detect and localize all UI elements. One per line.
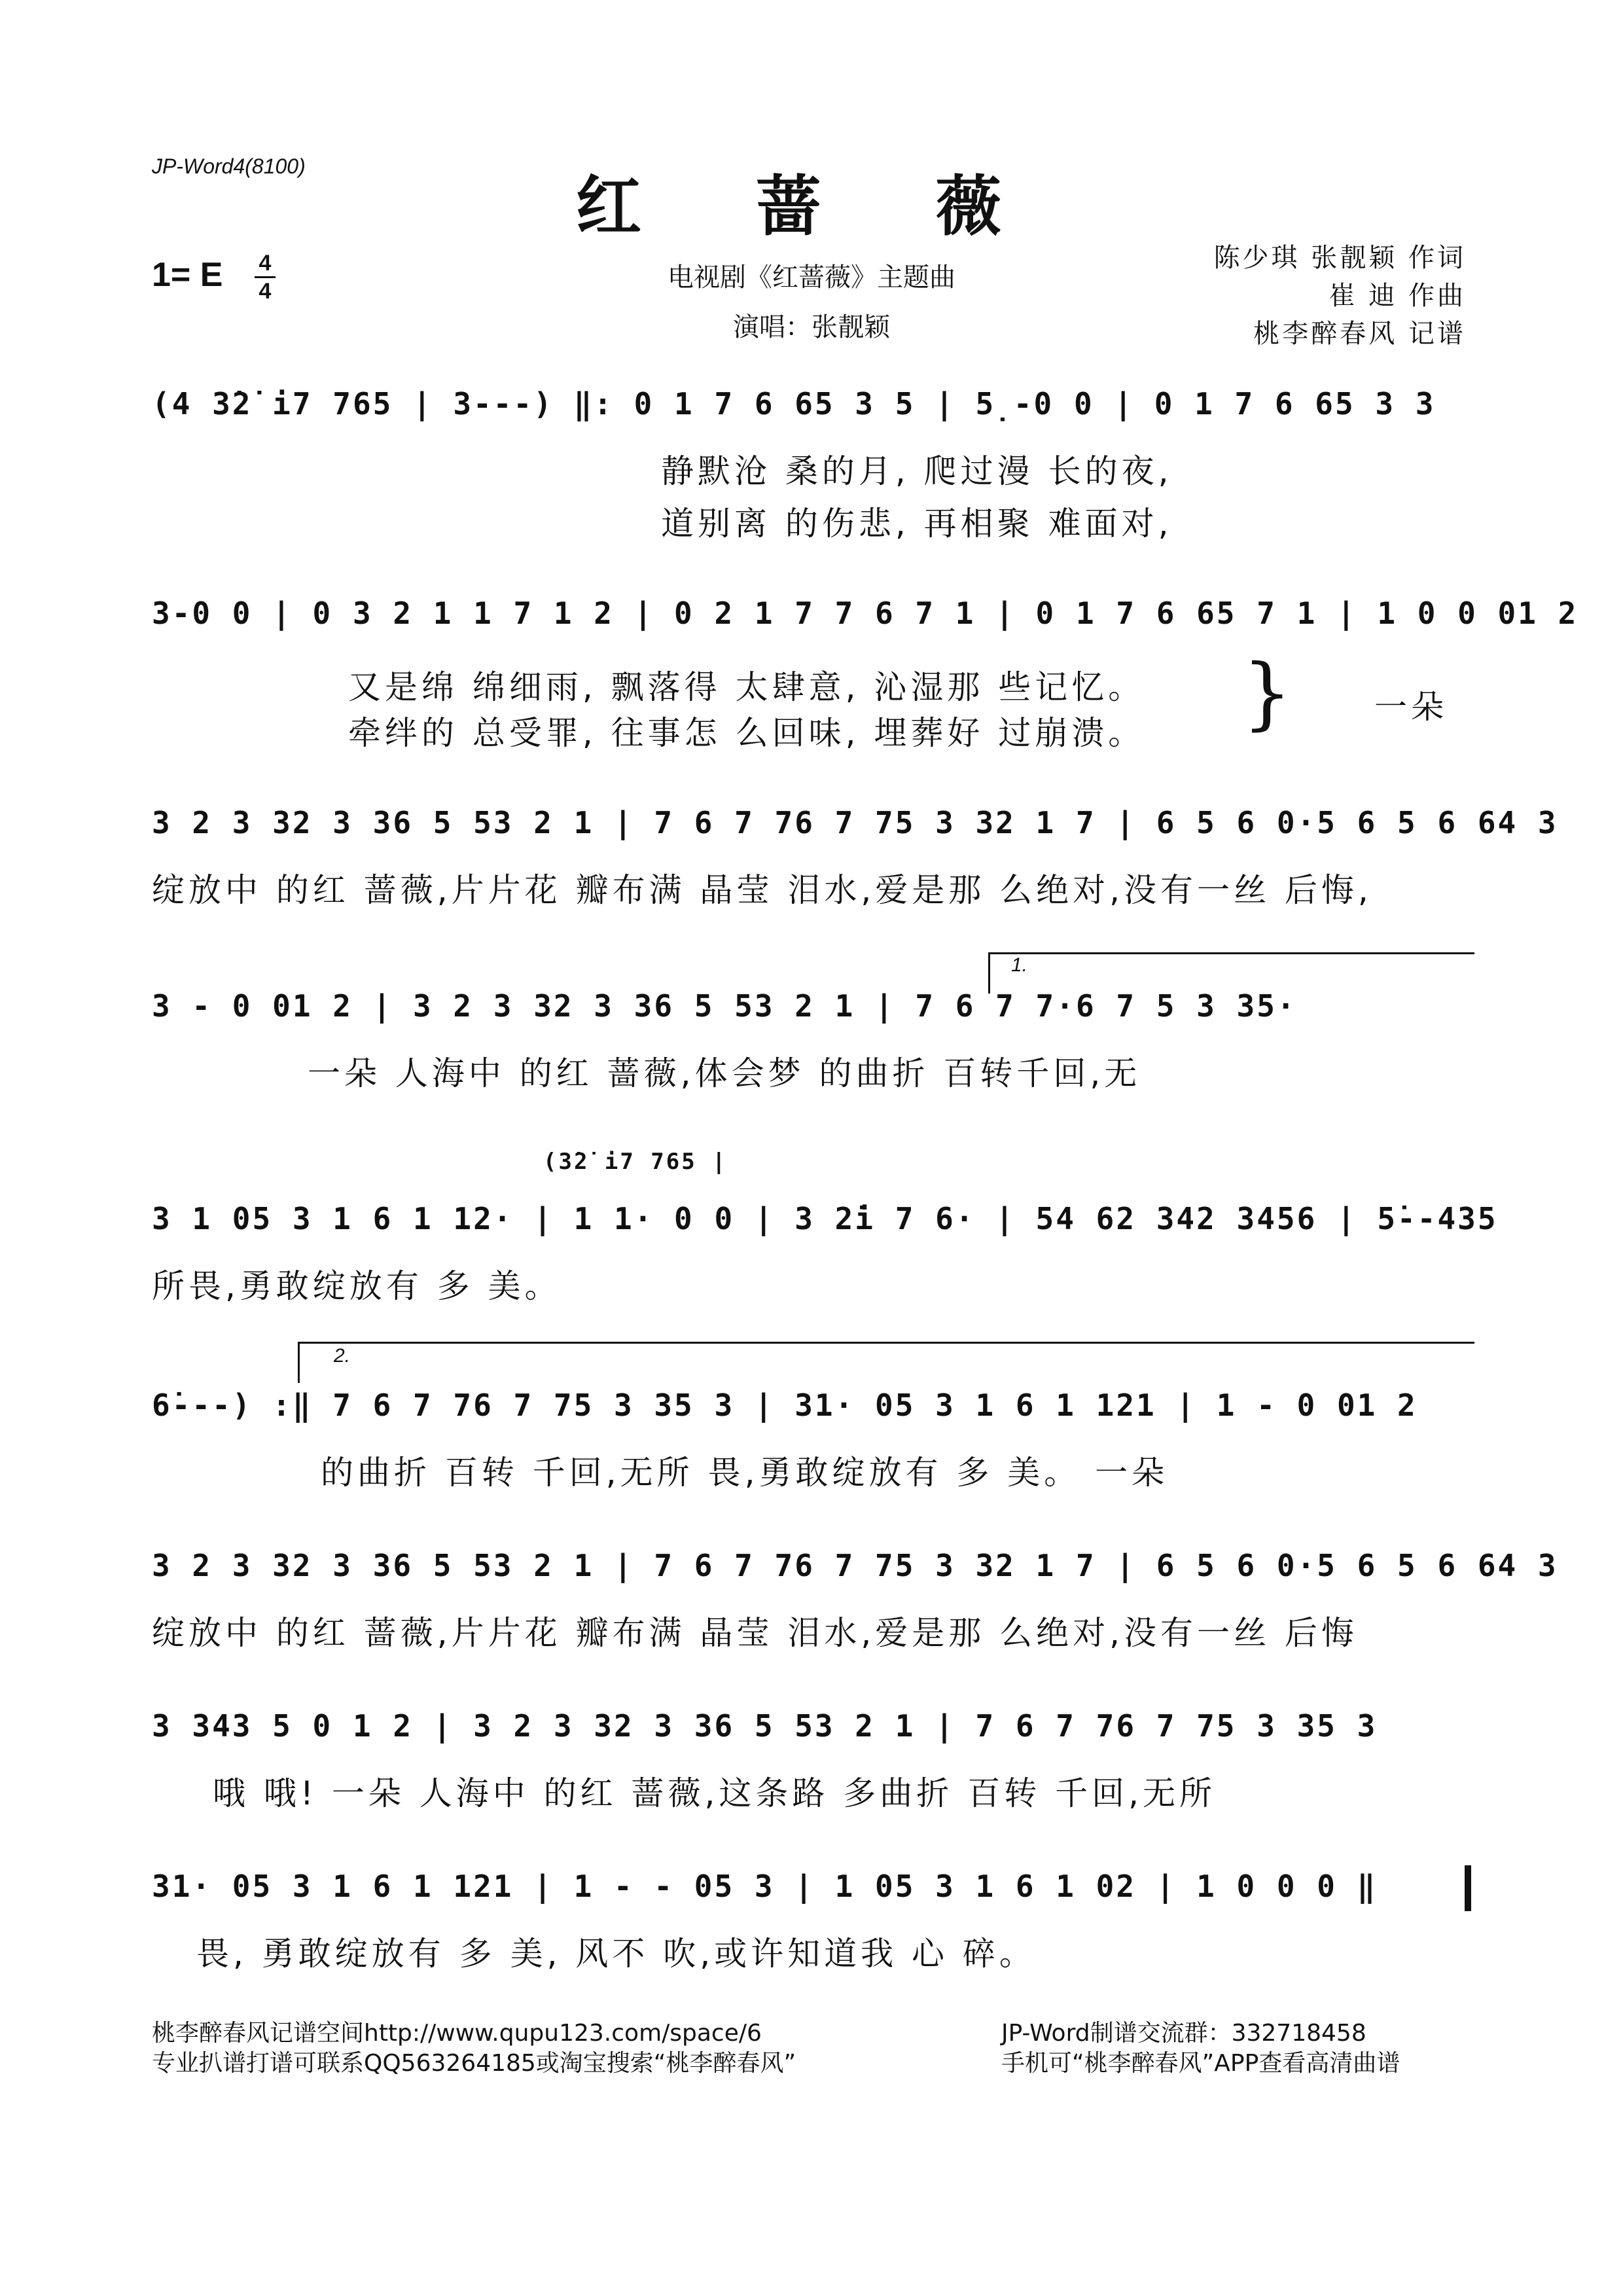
system-2-pickup-lyric: 一朵: [1374, 688, 1448, 726]
transcriber-credit: 桃李醉春风 记谱: [1253, 319, 1466, 349]
system-2-lyrics-1: 又是绵 绵细雨, 飘落得 太肆意, 沁湿那 些记忆。: [348, 668, 1145, 706]
system-7-notes: 3 2 3 32 3 36 5 53 2 1 | 7 6 7 76 7 75 3 32 1 7 | 6 5 6 0·5 6 5 6 64 3: [152, 1548, 1558, 1583]
footer-left-line-2: 专业扒谱打谱可联系QQ563264185或淘宝搜索“桃李醉春风”: [152, 2050, 796, 2077]
key-signature: 1= E: [152, 256, 223, 294]
system-2-notes: 3-0 0 | 0 3 2 1 1 7 1 2 | 0 2 1 7 7 6 7 1 | 0 1 7 6 65 7 1 | 1 0 0 01 2: [152, 596, 1578, 631]
system-4-notes: 3 - 0 01 2 | 3 2 3 32 3 36 5 53 2 1 | 7 6 7 7·6 7 5 3 35·: [152, 988, 1297, 1024]
system-1-lyrics-2: 道别离 的伤悲, 再相聚 难面对,: [661, 505, 1173, 543]
system-6-notes: 6̇---) :‖ 7 6 7 76 7 75 3 35 3 | 31· 05 3 1 6 1 121 | 1 - 0 01 2: [152, 1388, 1418, 1423]
system-2-lyrics-2: 牵绊的 总受罪, 往事怎 么回味, 埋葬好 过崩溃。: [348, 714, 1145, 752]
time-bottom: 4: [259, 279, 272, 304]
footer-right-line-2: 手机可“桃李醉春风”APP查看高清曲谱: [1001, 2050, 1400, 2077]
system-1-lyrics-1: 静默沧 桑的月, 爬过漫 长的夜,: [661, 452, 1173, 490]
time-top: 4: [259, 251, 272, 276]
song-title: 红 蔷 薇: [576, 168, 1047, 245]
subtitle: 电视剧《红蔷薇》主题曲: [668, 262, 955, 293]
final-barline: [1465, 1865, 1471, 1911]
footer-left-line-1: 桃李醉春风记谱空间http://www.qupu123.com/space/6: [152, 2020, 762, 2047]
system-3-notes: 3 2 3 32 3 36 5 53 2 1 | 7 6 7 76 7 75 3 32 1 7 | 6 5 6 0·5 6 5 6 64 3: [152, 805, 1558, 840]
volta-2-label: 2.: [334, 1345, 351, 1367]
system-3-lyrics: 绽放中 的红 蔷薇,片片花 瓣布满 晶莹 泪水,爱是那 么绝对,没有一丝 后悔,: [152, 871, 1372, 909]
system-4-lyrics: 一朵 人海中 的红 蔷薇,体会梦 的曲折 百转千回,无: [308, 1054, 1141, 1092]
composer-credit: 崔 迪 作曲: [1329, 281, 1466, 311]
volta-1-label: 1.: [1011, 954, 1028, 976]
volta-2-bracket: [298, 1342, 1474, 1383]
system-5-notes: 3 1 05 3 1 6 1 12· | 1 1· 0 0 | 3 2̇i 7 6· | 54 62 342 3456 | 5̇--435: [152, 1201, 1498, 1236]
software-label: JP-Word4(8100): [152, 154, 306, 178]
system-1-notes: (4 3̇2̇ i7 765 | 3---) ‖: 0 1 7 6 65 3 5 | 5̣-0 0 | 0 1 7 6 65 3 3: [152, 386, 1436, 422]
system-8-lyrics: 哦 哦! 一朵 人海中 的红 蔷薇,这条路 多曲折 百转 千回,无所: [213, 1774, 1216, 1812]
footer-right-line-1: JP-Word制谱交流群：332718458: [1001, 2020, 1366, 2047]
volta-1-bracket: [988, 952, 1474, 994]
system-9-notes: 31· 05 3 1 6 1 121 | 1 - - 05 3 | 1 05 3 1 6 1 02 | 1 0 0 0 ‖: [152, 1869, 1378, 1904]
system-5-intro: (3̇2̇ i7 765 |: [543, 1149, 728, 1175]
system-9-lyrics: 畏, 勇敢绽放有 多 美, 风不 吹,或许知道我 心 碎。: [196, 1935, 1036, 1973]
system-8-notes: 3 343 5 0 1 2 | 3 2 3 32 3 36 5 53 2 1 | 7 6 7 76 7 75 3 35 3: [152, 1708, 1378, 1744]
singer: 演唱：张靓颖: [733, 312, 890, 342]
lyricist-credit: 陈少琪 张靓颖 作词: [1213, 243, 1466, 273]
system-5-lyrics: 所畏,勇敢绽放有 多 美。: [152, 1267, 562, 1305]
lyric-brace: }: [1242, 648, 1293, 739]
system-7-lyrics: 绽放中 的红 蔷薇,片片花 瓣布满 晶莹 泪水,爱是那 么绝对,没有一丝 后悔: [152, 1614, 1358, 1652]
system-6-lyrics: 的曲折 百转 千回,无所 畏,勇敢绽放有 多 美。 一朵: [321, 1454, 1169, 1492]
